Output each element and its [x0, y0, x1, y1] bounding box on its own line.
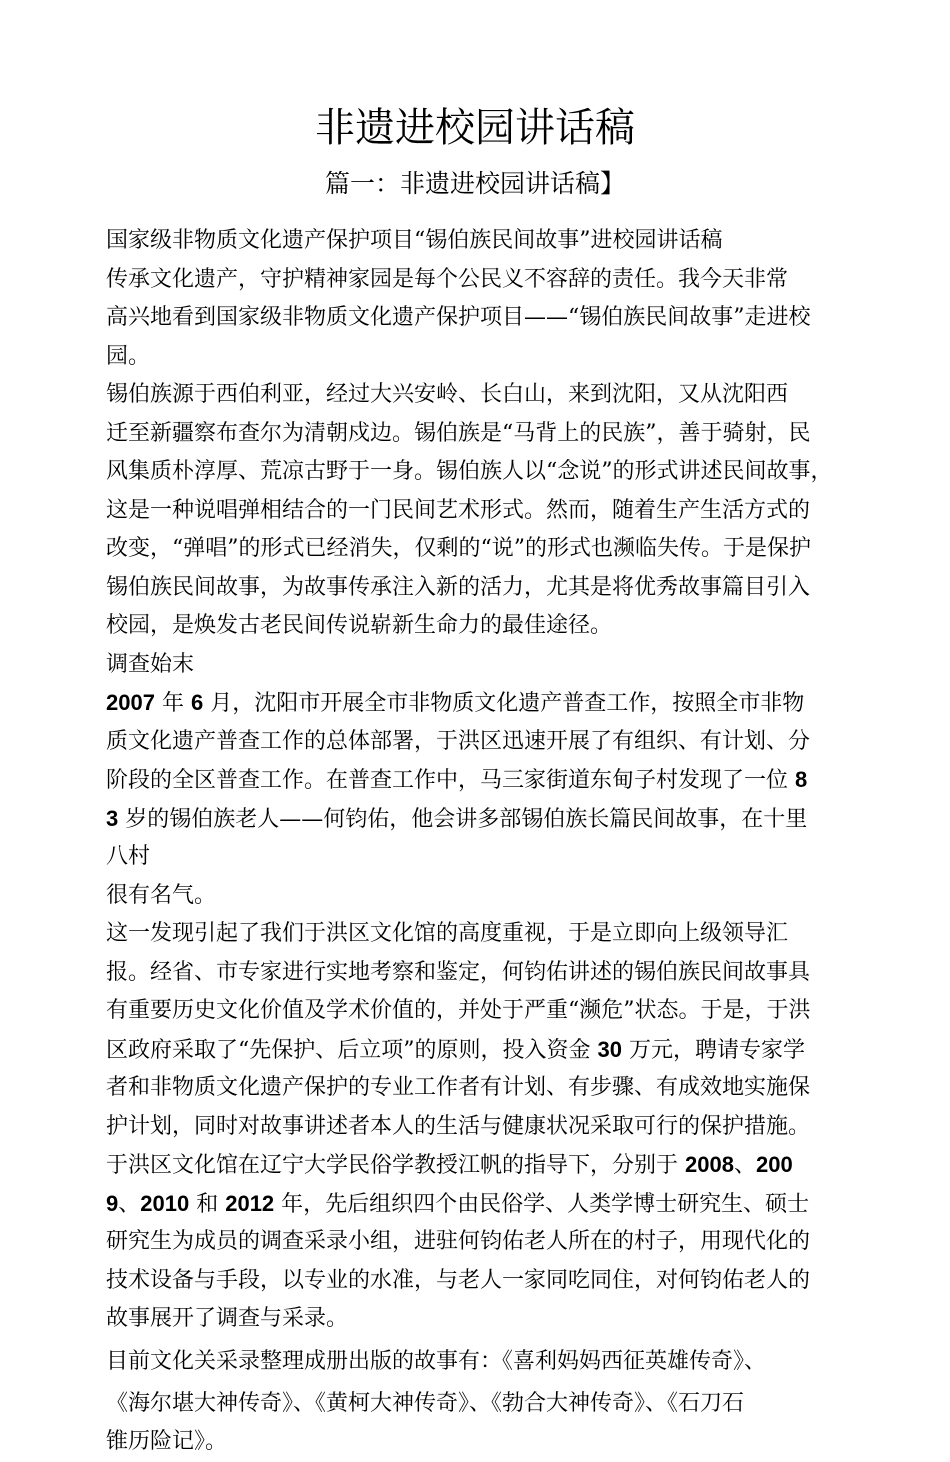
body-line: 3 岁的锡伯族老人——何钧佑，他会讲多部锡伯族长篇民间故事，在十里	[106, 805, 808, 832]
body-line: 八村	[106, 844, 151, 869]
body-line: 校园，是焕发古老民间传说崭新生命力的最佳途径。	[106, 613, 613, 638]
body-line: 目前文化关采录整理成册出版的故事有：《喜利妈妈西征英雄传奇》、	[106, 1348, 767, 1374]
body-line: 者和非物质文化遗产保护的专业工作者有计划、有步骤、有成效地实施保	[106, 1075, 811, 1100]
body-line: 改变，“弹唱”的形式已经消失，仅剩的“说”的形式也濒临失传。于是保护	[106, 536, 811, 561]
body-line: 《海尔堪大神传奇》、《黄柯大神传奇》、《勃合大神传奇》、《石刀石	[106, 1390, 745, 1416]
body-line: 有重要历史文化价值及学术价值的，并处于严重“濒危”状态。于是，于洪	[106, 998, 811, 1023]
body-line: 园。	[106, 343, 151, 369]
document-body	[106, 222, 858, 1462]
body-line: 锡伯族民间故事，为故事传承注入新的活力，尤其是将优秀故事篇目引入	[106, 574, 811, 600]
body-line: 研究生为成员的调查采录小组，进驻何钧佑老人所在的村子，用现代化的	[106, 1229, 811, 1254]
body-line: 锥历险记》。	[106, 1429, 228, 1454]
body-line: 传承文化遗产，守护精神家园是每个公民义不容辞的责任。我今天非常	[106, 266, 789, 292]
body-line: 质文化遗产普查工作的总体部署，于洪区迅速开展了有组织、有计划、分	[106, 728, 811, 754]
body-line: 2007 年 6 月，沈阳市开展全市非物质文化遗产普查工作，按照全市非物	[106, 690, 805, 716]
body-line: 护计划，同时对故事讲述者本人的生活与健康状况采取可行的保护措施。	[106, 1113, 811, 1139]
body-line: 调查始末	[106, 651, 195, 677]
body-line: 这是一种说唱弹相结合的一门民间艺术形式。然而，随着生产生活方式的	[106, 497, 811, 523]
body-line: 区政府采取了“先保护、后立项”的原则，投入资金 30 万元，聘请专家学	[106, 1036, 805, 1063]
document-subtitle: 篇一：非遗进校园讲话稿】	[324, 169, 625, 198]
body-line: 9、2010 和 2012 年，先后组织四个由民俗学、人类学博士研究生、硕士	[106, 1190, 810, 1217]
body-line: 这一发现引起了我们于洪区文化馆的高度重视，于是立即向上级领导汇	[106, 921, 789, 946]
body-line: 阶段的全区普查工作。在普查工作中，马三家街道东甸子村发现了一位 8	[106, 767, 808, 793]
body-line: 迁至新疆察布查尔为清朝戍边。锡伯族是“马背上的民族”，善于骑射，民	[106, 420, 811, 446]
body-line: 锡伯族源于西伯利亚，经过大兴安岭、长白山，来到沈阳，又从沈阳西	[106, 382, 789, 407]
body-line: 高兴地看到国家级非物质文化遗产保护项目——“锡伯族民间故事”走进校	[106, 305, 811, 330]
body-line: 报。经省、市专家进行实地考察和鉴定，何钧佑讲述的锡伯族民间故事具	[106, 959, 811, 985]
body-line: 技术设备与手段，以专业的水准，与老人一家同吃同住，对何钧佑老人的	[106, 1267, 811, 1293]
body-line: 故事展开了调查与采录。	[106, 1306, 349, 1331]
document-title: 非遗进校园讲话稿	[315, 105, 635, 151]
body-line: 于洪区文化馆在辽宁大学民俗学教授江帆的指导下，分别于 2008、200	[106, 1152, 793, 1178]
body-line: 很有名气。	[106, 882, 217, 908]
body-line: 国家级非物质文化遗产保护项目“锡伯族民间故事”进校园讲话稿	[106, 228, 723, 253]
body-line: 风集质朴淳厚、荒凉古野于一身。锡伯族人以“念说”的形式讲述民间故事，	[106, 459, 833, 484]
